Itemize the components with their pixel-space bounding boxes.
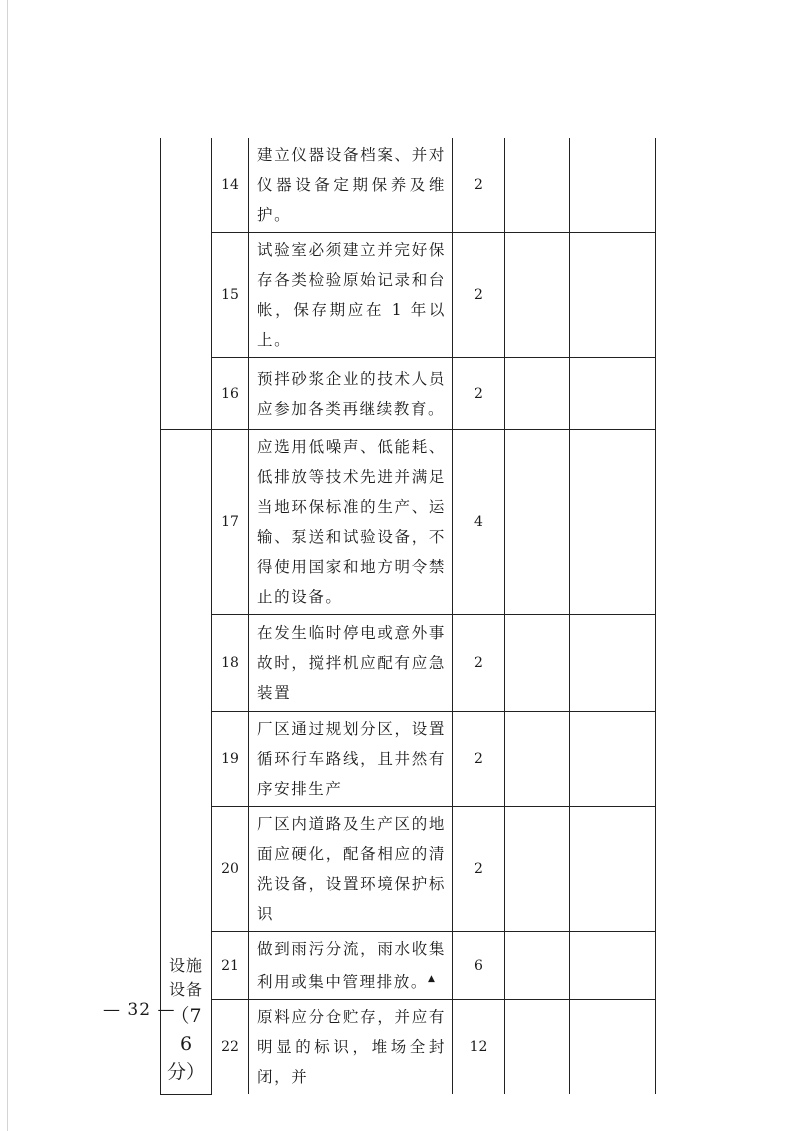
item-score: 4 <box>453 430 505 615</box>
item-number: 20 <box>212 807 249 932</box>
blank-cell <box>570 1000 656 1095</box>
item-content: 试验室必须建立并完好保存各类检验原始记录和台帐，保存期应在 1 年以上。 <box>249 233 453 358</box>
item-score: 2 <box>453 807 505 932</box>
item-content: 预拌砂浆企业的技术人员应参加各类再继续教育。 <box>249 358 453 430</box>
category-cell <box>161 430 212 1095</box>
category-line: 6 <box>179 1032 193 1055</box>
item-score: 2 <box>453 233 505 358</box>
category-cell-previous <box>161 138 212 430</box>
blank-cell <box>505 615 570 712</box>
blank-cell <box>505 932 570 1000</box>
blank-cell <box>505 358 570 430</box>
blank-cell <box>505 233 570 358</box>
item-number: 19 <box>212 712 249 807</box>
table-row <box>161 138 656 233</box>
item-number: 17 <box>212 430 249 615</box>
item-score: 2 <box>453 138 505 233</box>
table-row <box>161 1000 656 1095</box>
blank-cell <box>570 358 656 430</box>
item-content: 厂区通过规划分区，设置循环行车路线，且井然有序安排生产 <box>249 712 453 807</box>
blank-cell <box>505 1000 570 1095</box>
table-row <box>161 932 656 1000</box>
item-content: 原料应分仓贮存，并应有明显的标识，堆场全封闭，并 <box>249 1000 453 1095</box>
item-content: 在发生临时停电或意外事故时，搅拌机应配有应急装置 <box>249 615 453 712</box>
triangle-mark-icon: ▲ <box>428 974 437 984</box>
item-number: 15 <box>212 233 249 358</box>
blank-cell <box>570 430 656 615</box>
item-number: 21 <box>212 932 249 1000</box>
page-edge <box>7 0 8 1131</box>
blank-cell <box>570 807 656 932</box>
item-content: 应选用低噪声、低能耗、低排放等技术先进并满足当地环保标准的生产、运输、泵送和试验设备，不得使用国家和地方明令禁止的设备。 <box>249 430 453 615</box>
table-row <box>161 807 656 932</box>
category-line: 设备 <box>168 979 203 999</box>
blank-cell <box>505 807 570 932</box>
item-number: 14 <box>212 138 249 233</box>
item-number: 22 <box>212 1000 249 1095</box>
table-row <box>161 615 656 712</box>
item-number: 18 <box>212 615 249 712</box>
category-line: 分） <box>166 1060 205 1083</box>
category-line: （7 <box>170 1004 202 1027</box>
category-line: 设施 <box>168 955 203 975</box>
table-row <box>161 430 656 615</box>
item-score: 12 <box>453 1000 505 1095</box>
blank-cell <box>505 138 570 233</box>
item-score: 2 <box>453 712 505 807</box>
item-score: 2 <box>453 615 505 712</box>
page-number: — 32 — <box>103 1000 176 1020</box>
blank-cell <box>570 233 656 358</box>
blank-cell <box>570 138 656 233</box>
scoring-table <box>160 138 656 1095</box>
blank-cell <box>570 712 656 807</box>
table-row <box>161 712 656 807</box>
blank-cell <box>505 712 570 807</box>
item-content: 建立仪器设备档案、并对仪器设备定期保养及维护。 <box>249 138 453 233</box>
table-row <box>161 233 656 358</box>
blank-cell <box>570 615 656 712</box>
item-number: 16 <box>212 358 249 430</box>
blank-cell <box>505 430 570 615</box>
item-content: 厂区内道路及生产区的地面应硬化，配备相应的清洗设备，设置环境保护标识 <box>249 807 453 932</box>
item-content-text: 做到雨污分流，雨水收集利用或集中管理排放。 <box>257 940 446 992</box>
item-content <box>249 932 453 1000</box>
item-score: 6 <box>453 932 505 1000</box>
table-row <box>161 358 656 430</box>
item-score: 2 <box>453 358 505 430</box>
blank-cell <box>570 932 656 1000</box>
